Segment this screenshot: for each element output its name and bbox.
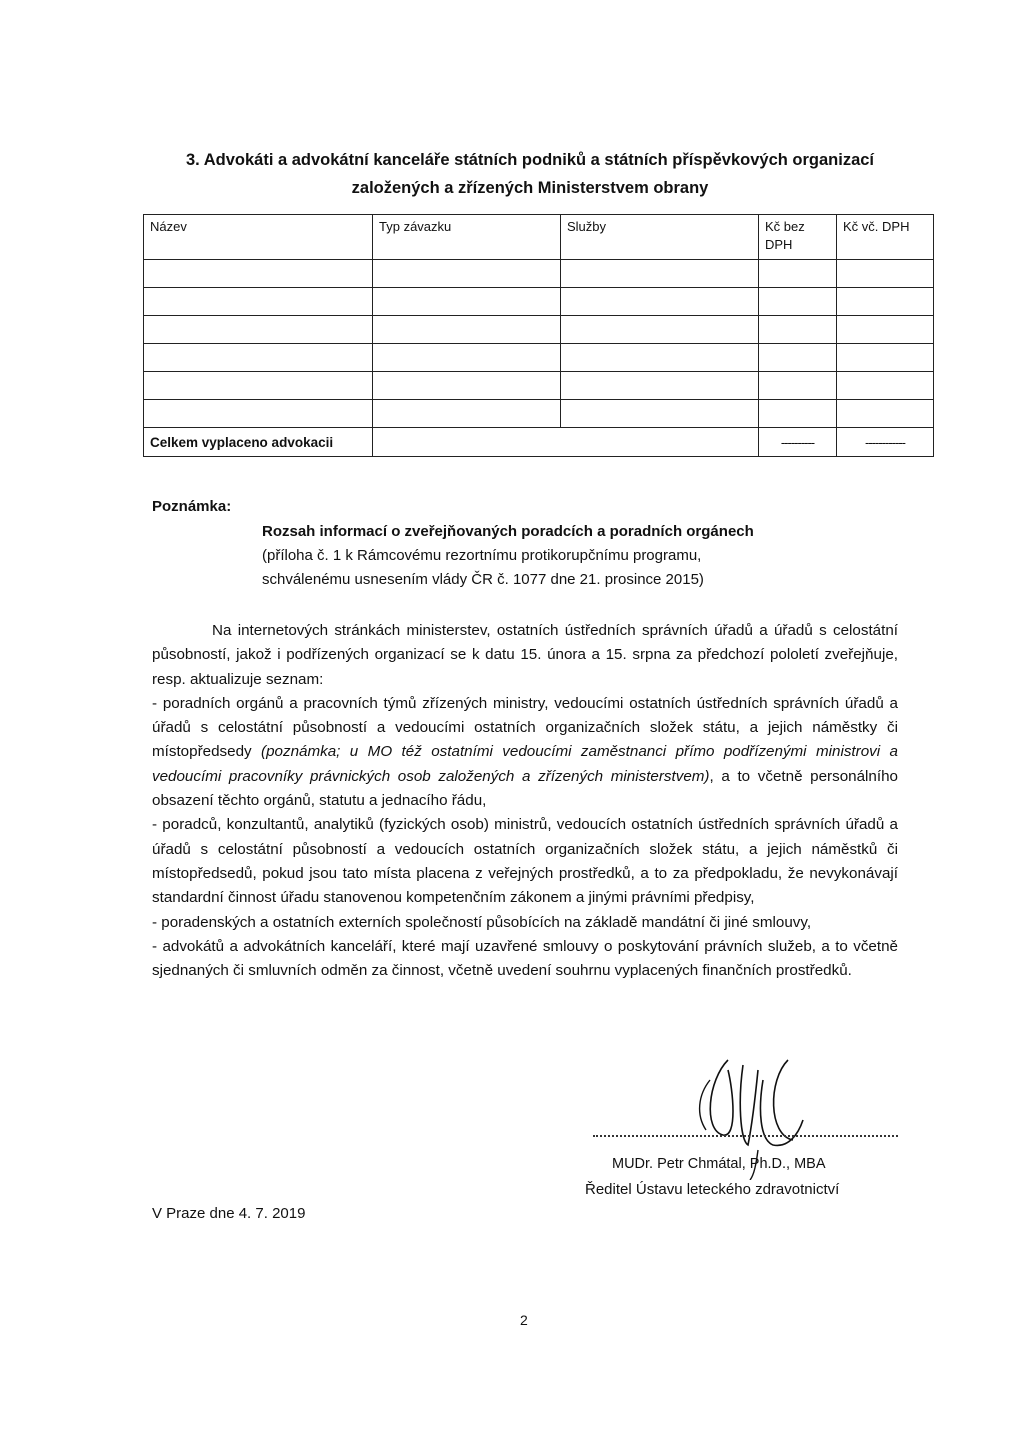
table-row: [144, 344, 934, 372]
table-row: [144, 288, 934, 316]
total-label: Celkem vyplaceno advokacii: [144, 428, 373, 457]
table-row: [144, 400, 934, 428]
note-label: Poznámka:: [152, 498, 232, 515]
total-vc-dph: ------------: [837, 428, 934, 457]
section-heading-line2: založených a zřízených Ministerstvem obrany: [351, 179, 709, 197]
page-number: 2: [520, 1312, 528, 1328]
table-row: [144, 372, 934, 400]
list-item: [152, 692, 898, 813]
header-kc-bez-dph: Kč bez DPH: [759, 215, 837, 260]
total-bez-dph: ----------: [759, 428, 837, 457]
header-typ-zavazku: Typ závazku: [373, 215, 561, 260]
scope-line-1: Rozsah informací o zveřejňovaných poradcích a poradních orgánech: [262, 523, 754, 540]
signature-line: [593, 1135, 898, 1137]
header-kc-vc-dph: Kč vč. DPH: [837, 215, 934, 260]
scope-line-2: (příloha č. 1 k Rámcovému rezortnímu protikorupčnímu programu,: [262, 547, 702, 564]
list-item: - poradců, konzultantů, analytiků (fyzických osob) ministrů, vedoucích ostatních ústředních správních úřadů a úřadů s celostátní působností a vedoucích ostatních organizačních složek státu, a jejich náměstků či místopředsedů, pokud jsou tato místa placena z veřejných prostředků, a to za předpokladu, že nevykonávají standardní činnost úřadu stanovenou kompetenčním zákonem a jinými právními předpisy,: [152, 816, 898, 907]
intro-paragraph: Na internetových stránkách ministerstev, ostatních ústředních správních úřadů a úřadů s celostátní působností, jakož i podřízených organizací se k datu 15. února a 15. srpna za předchozí pololetí zveřejňuje, resp. aktualizuje seznam:: [152, 622, 898, 688]
body-text: [152, 619, 898, 983]
table-total-row: [144, 428, 934, 457]
table-row: [144, 316, 934, 344]
header-nazev: Název: [144, 215, 373, 260]
item1-end: , a to včetně personálního obsazení těchto orgánů, statutu a jednacího řádu,: [152, 767, 898, 810]
item1-start: - poradních orgánů a pracovních týmů zřízených ministry, vedoucími ostatních ústředních správních úřadů a úřadů s celostátní působností a vedoucími ostatních organizačních složek státu, a jejich náměstky či místopředsedy: [152, 694, 898, 761]
scope-line-3: schválenému usnesením vlády ČR č. 1077 dne 21. prosince 2015): [262, 571, 704, 588]
signer-name: MUDr. Petr Chmátal, Ph.D., MBA: [612, 1156, 826, 1172]
table-row: [144, 260, 934, 288]
item1-italic-note: (poznámka; u MO též ostatními vedoucími zaměstnanci přímo podřízenými ministrovi a vedoucími pracovníky právnických osob založených a zřízených ministerstvem): [152, 743, 898, 785]
list-item: - poradenských a ostatních externích společností působících na základě mandátní či jiné smlouvy,: [152, 913, 812, 931]
section-heading-line1: 3. Advokáti a advokátní kanceláře státních podniků a státních příspěvkových organizací: [185, 151, 875, 169]
table-header-row: [144, 215, 934, 260]
header-sluzby: Služby: [561, 215, 759, 260]
advocates-table: [143, 214, 934, 457]
list-item: - advokátů a advokátních kanceláří, které mají uzavřené smlouvy o poskytování právních služeb, a to včetně sjednaných či smluvních odměn za činnost, včetně uvedení souhrnu vyplacených finančních prostředků.: [152, 937, 898, 980]
place-date: V Praze dne 4. 7. 2019: [152, 1205, 306, 1222]
signer-role: Ředitel Ústavu leteckého zdravotnictví: [585, 1181, 840, 1198]
